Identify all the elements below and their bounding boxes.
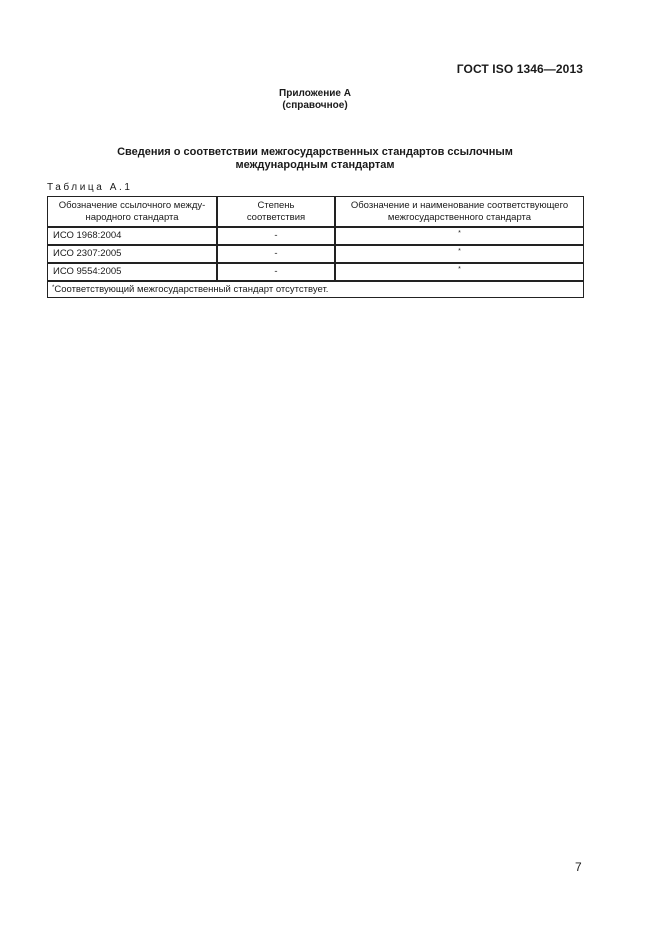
section-title xyxy=(0,146,630,172)
ref-standard-cell: ИСО 2307:2005 xyxy=(48,245,218,263)
header-ref-standard xyxy=(48,197,218,228)
degree-cell: - xyxy=(217,245,335,263)
section-title-line-2: международным стандартам xyxy=(235,159,395,171)
header-degree-line-1: Степень xyxy=(257,199,295,211)
degree-cell: - xyxy=(217,263,335,281)
page-number: 7 xyxy=(575,860,582,874)
degree-cell: - xyxy=(217,227,335,245)
ref-standard-cell: ИСО 9554:2005 xyxy=(48,263,218,281)
table-caption: Таблица А.1 xyxy=(47,182,133,193)
header-interstate-standard xyxy=(335,197,584,228)
table-row xyxy=(48,227,584,245)
standards-correspondence-table xyxy=(47,196,584,298)
table-row xyxy=(48,263,584,281)
header-interstate-line-2: межгосударственного стандарта xyxy=(387,211,532,223)
table-footnote-row xyxy=(48,281,584,298)
table-header-row xyxy=(48,197,584,228)
header-ref-standard-line-2: народного стандарта xyxy=(85,211,179,223)
standard-code-header: ГОСТ ISO 1346—2013 xyxy=(456,62,583,76)
interstate-cell: * xyxy=(335,263,584,281)
annex-heading xyxy=(0,88,630,112)
footnote-text: Соответствующий межгосударственный стандарт отсутствует. xyxy=(54,283,329,295)
table-footnote xyxy=(48,281,584,298)
annex-subtitle: (справочное) xyxy=(282,100,348,111)
footnote-mark: * xyxy=(52,284,55,291)
ref-standard-cell: ИСО 1968:2004 xyxy=(48,227,218,245)
header-degree-line-2: соответствия xyxy=(246,211,306,223)
table-row xyxy=(48,245,584,263)
annex-title: Приложение А xyxy=(279,88,351,99)
header-ref-standard-line-1: Обозначение ссылочного между- xyxy=(58,199,206,211)
interstate-cell: * xyxy=(335,245,584,263)
header-interstate-line-1: Обозначение и наименование соответствующего xyxy=(350,199,569,211)
interstate-cell: * xyxy=(335,227,584,245)
section-title-line-1: Сведения о соответствии межгосударственных стандартов ссылочным xyxy=(117,146,513,158)
header-degree xyxy=(217,197,335,228)
